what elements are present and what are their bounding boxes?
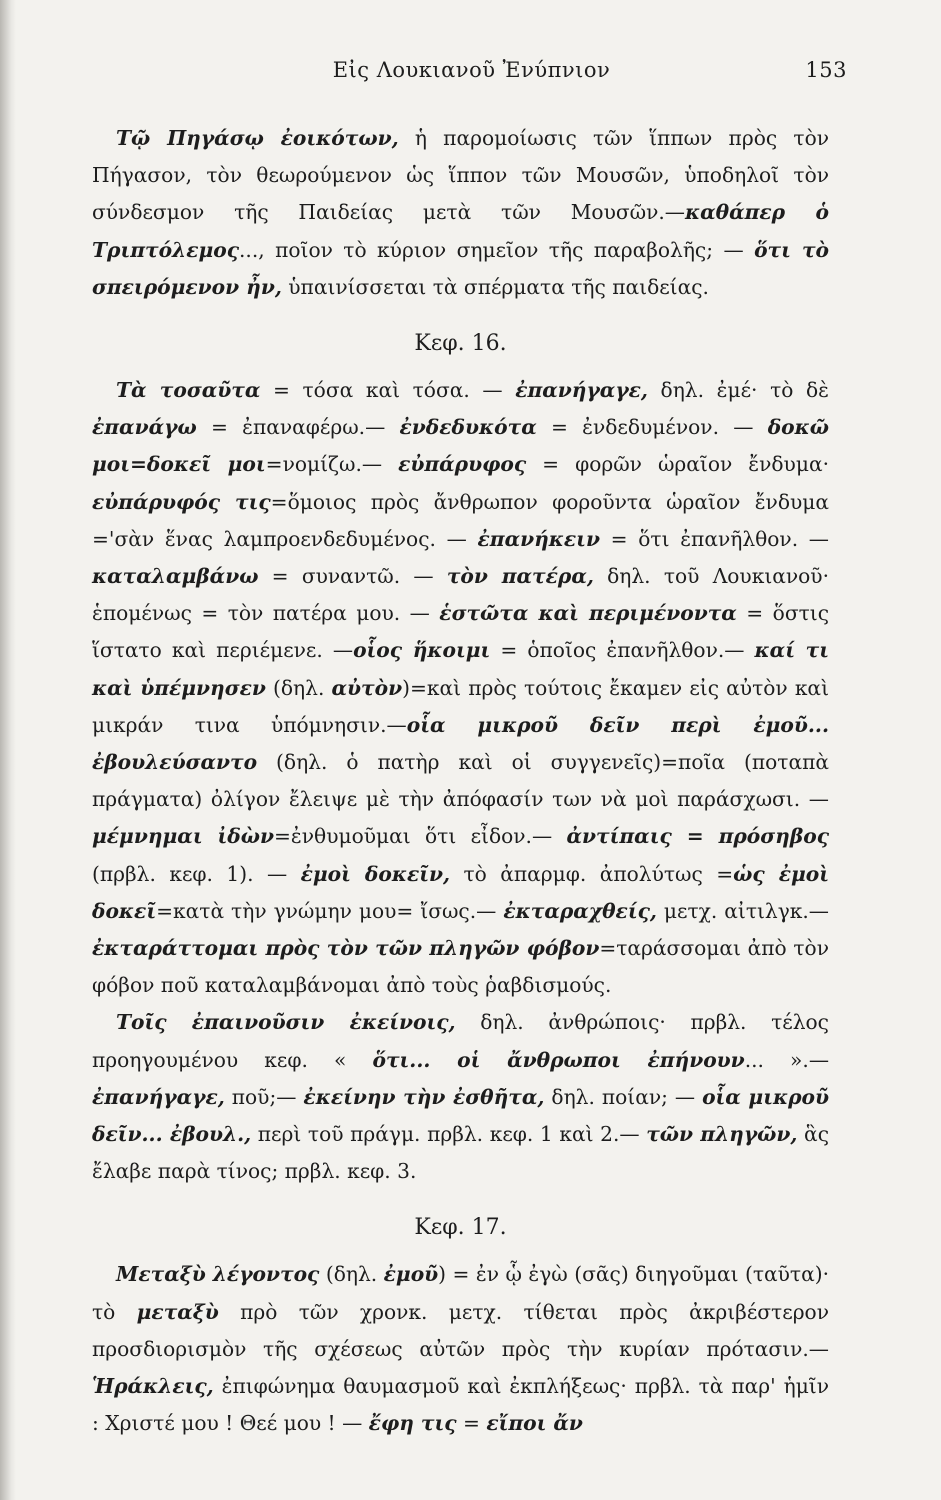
gloss: =ἐνθυμοῦμαι ὅτι εἶδον.—: [274, 824, 567, 849]
lemma: ἐνδεδυκότα: [399, 415, 537, 440]
lemma: καί τι καὶ ὑπέμνησεν: [92, 638, 829, 700]
gloss: =: [456, 1411, 487, 1436]
paragraph-2: [92, 372, 829, 1004]
running-header: [96, 58, 847, 90]
gloss: = ἐπαναφέρω.—: [196, 415, 400, 440]
gloss: =κατὰ τὴν γνώμην μου= ἴσως.—: [156, 898, 504, 923]
gloss: πρὸ τῶν χρονκ. μετχ. τίθεται πρὸς ἀκριβέστερον προσδιορισμὸν τῆς σχέσεως αὐτῶν πρὸς τὴν κυρίαν πρότασιν.—: [92, 1299, 829, 1361]
lemma: ὡς ἐμοὶ δοκεῖ: [92, 861, 829, 923]
lemma: Τὰ τοσαῦτα: [116, 378, 261, 403]
chapter-heading-17: Κεφ. 17.: [414, 1215, 507, 1241]
lemma: οἷα μικροῦ δεῖν... ἐβουλ.,: [92, 1084, 829, 1147]
lemma: ἐπανήγαγε,: [515, 378, 648, 403]
lemma: μέμνημαι ἰδὼν: [92, 824, 275, 849]
gloss: = φορῶν ὡραῖον ἔνδυμα·: [526, 452, 829, 477]
gloss: =ὅμοιος πρὸς ἄνθρωπον φοροῦντα ὡραῖον ἔνδυμα ='σὰν ἕνας λαμπροενδεδυμένος. —: [92, 489, 830, 551]
lemma: ἐκταράττομαι πρὸς τὸν τῶν πληγῶν φόβον: [92, 936, 600, 961]
lemma: δοκῶ μοι=δοκεῖ μοι: [92, 415, 829, 477]
gloss: ) = ἐν ᾧ ἐγὼ (σᾶς) διηγοῦμαι (ταῦτα)· τὸ: [92, 1262, 830, 1324]
lemma: τῶν πληγῶν,: [646, 1122, 798, 1147]
lemma: ἐπανάγω: [92, 415, 197, 440]
body-text: [92, 120, 829, 1443]
gloss: δηλ. ἐμέ· τὸ δὲ: [647, 378, 829, 403]
gloss: τὸ ἀπαρμφ. ἀπολύτως =: [450, 861, 734, 886]
gloss: = συναντῶ. —: [258, 564, 447, 589]
gloss: δηλ. ποίαν; —: [544, 1084, 703, 1109]
gloss: = ὅστις ἵστατο καὶ περιέμενε. —: [92, 601, 829, 663]
gloss: (δηλ. ὁ πατὴρ καὶ οἱ συγγενεῖς)=ποῖα (ποταπὰ πράγματα) ὀλίγον ἔλειψε μὲ τὴν ἀπόφασίν των νὰ μοὶ παράσχωσι. —: [92, 750, 829, 812]
lemma: καθάπερ ὁ Τριπτόλεμος: [92, 200, 829, 262]
lemma: εὐπάρυφος: [398, 452, 527, 477]
lemma: τὸν πατέρα,: [446, 564, 594, 589]
lemma: οἷα μικροῦ δεῖν περὶ ἐμοῦ... ἐβουλεύσαντο: [92, 712, 829, 775]
gloss: ἃς ἔλαβε παρὰ τίνος; πρβλ. κεφ. 3.: [92, 1122, 829, 1184]
page-number: 153: [805, 58, 847, 82]
lemma: Μεταξὺ λέγοντος: [116, 1262, 320, 1287]
lemma: ἐπανήγαγε,: [92, 1084, 225, 1109]
gloss: ὑπαινίσσεται τὰ σπέρματα τῆς παιδείας.: [281, 274, 709, 299]
gloss: =νομίζω.—: [265, 452, 383, 477]
gloss: δηλ. ἀνθρώποις· πρβλ. τέλος προηγουμένου κεφ. «: [92, 1010, 829, 1072]
gloss: = ὅτι ἐπανῆλθον. —: [599, 526, 829, 551]
lemma: εὐπάρυφός τις: [92, 489, 271, 514]
lemma: ἑστῶτα καὶ περιμένοντα: [439, 601, 737, 626]
gloss: ἐπιφώνημα θαυμασμοῦ καὶ ἐκπλήξεως· πρβλ. τὰ παρ' ἡμῖν : Χριστέ μου ! Θεέ μου ! —: [92, 1374, 829, 1436]
lemma: ἐπανήκειν: [477, 526, 600, 551]
lemma: εἴποι ἄν: [486, 1411, 583, 1436]
running-title: Εἰς Λουκιανοῦ Ἐνύπνιον: [332, 58, 611, 82]
gloss: μετχ. αἰτιλγκ.—: [656, 898, 829, 923]
paragraph-4: [92, 1256, 829, 1442]
gloss: (δηλ.: [265, 675, 332, 700]
book-spine-shadow: [0, 0, 16, 1500]
lemma: μεταξὺ: [136, 1299, 219, 1324]
paragraph-1: [92, 120, 829, 306]
gloss: ποῦ;—: [224, 1084, 304, 1109]
lemma: οἷος ἥκοιμι: [353, 638, 491, 663]
lemma: Ἡράκλεις,: [92, 1374, 214, 1399]
lemma: ἐκείνην τὴν ἐσθῆτα,: [303, 1084, 545, 1109]
gloss: = ἐνδεδυμένον. —: [536, 415, 768, 440]
lemma: αὐτὸν: [331, 675, 403, 700]
lemma: ἔφη τις: [368, 1411, 457, 1436]
lemma: Τῷ Πηγάσῳ ἐοικότων,: [116, 126, 399, 150]
lemma: ὅτι τὸ σπειρόμενον ἦν,: [92, 237, 829, 299]
lemma: ἐμοὶ δοκεῖν,: [300, 861, 451, 886]
lemma: ἐμοῦ: [383, 1262, 439, 1287]
gloss: δηλ. τοῦ Λουκιανοῦ· ἑπομένως = τὸν πατέρα μου. —: [92, 564, 829, 626]
gloss: περὶ τοῦ πράγμ. πρβλ. κεφ. 1 καὶ 2.—: [251, 1122, 647, 1147]
lemma: καταλαμβάνω: [92, 564, 259, 589]
chapter-heading-16: Κεφ. 16.: [414, 331, 507, 357]
lemma: ἐκταραχθείς,: [503, 898, 657, 923]
lemma: Τοῖς ἐπαινοῦσιν ἐκείνοις,: [116, 1010, 456, 1035]
gloss: ... ».—: [744, 1047, 830, 1072]
gloss: )=καὶ πρὸς τούτοις ἔκαμεν εἰς αὐτὸν καὶ μικράν τινα ὑπόμνησιν.—: [92, 675, 829, 737]
lemma: ἀντίπαις = πρόσηβος: [566, 824, 829, 849]
gloss: (πρβλ. κεφ. 1). —: [92, 861, 301, 886]
gloss: ..., ποῖον τὸ κύριον σημεῖον τῆς παραβολῆς; —: [239, 237, 744, 262]
gloss: = ὁποῖος ἐπανῆλθον.—: [490, 638, 755, 663]
gloss: =ταράσσομαι ἀπὸ τὸν φόβον ποῦ καταλαμβάνομαι ἀπὸ τοὺς ῥαβδισμούς.: [92, 936, 829, 998]
gloss: (δηλ.: [319, 1262, 384, 1287]
gloss: = τόσα καὶ τόσα. —: [260, 378, 516, 403]
paragraph-3: [92, 1004, 829, 1190]
lemma: ὅτι... οἱ ἄνθρωποι ἐπήνουν: [372, 1047, 745, 1072]
gloss: ἡ παρομοίωσις τῶν ἵππων πρὸς τὸν Πήγασον, τὸν θεωρούμενον ὡς ἵππον τῶν Μουσῶν, ὑποδηλοῖ τὸν σύνδεσμον τῆς Παιδείας μετὰ τῶν Μουσῶν.—: [92, 126, 829, 225]
